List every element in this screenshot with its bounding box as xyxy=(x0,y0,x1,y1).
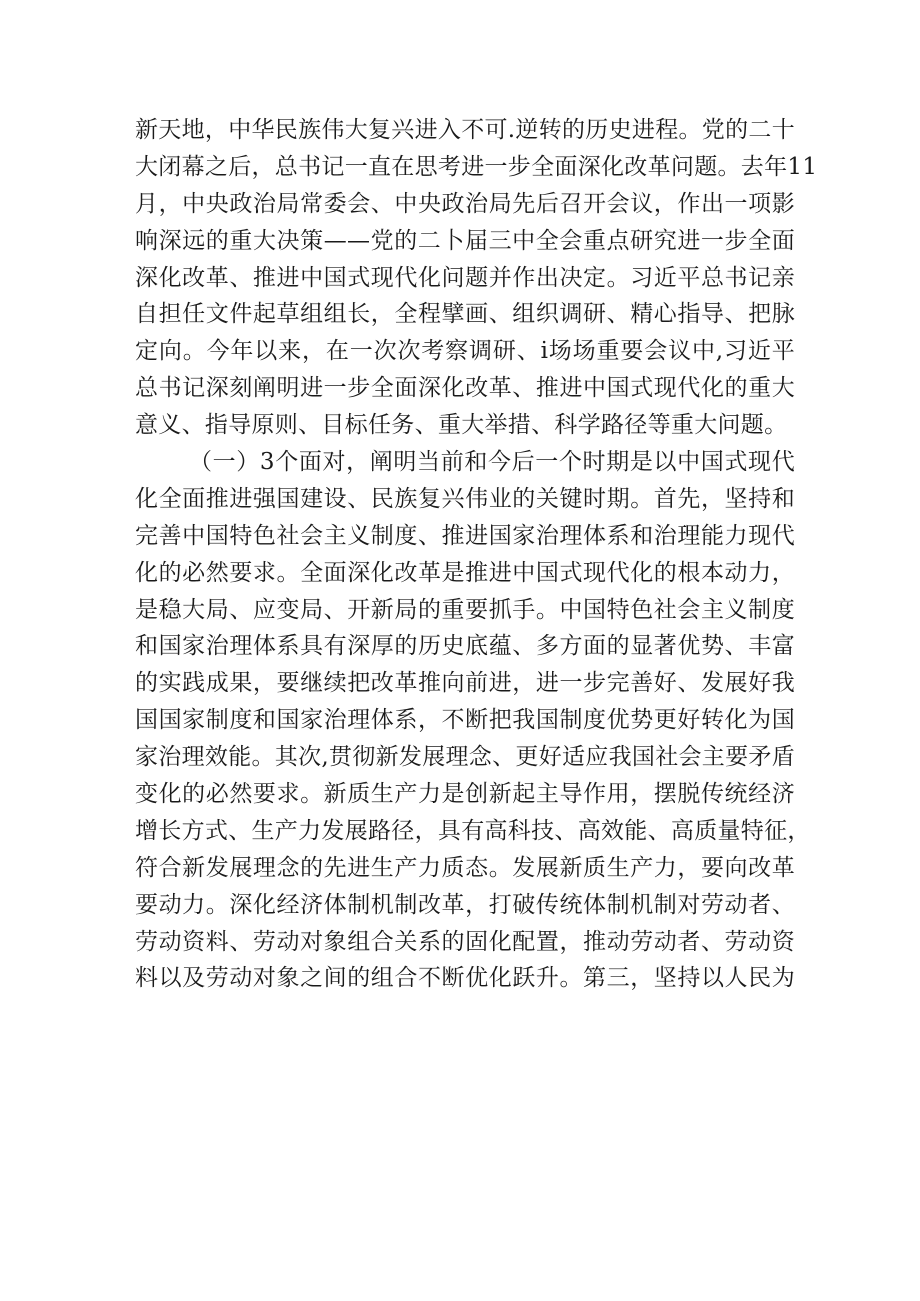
text-line-4: 响深远的重大决策——党的二卜届三中全会重点研究进一步全面 xyxy=(135,227,795,254)
text-line-6: 自担任文件起草组组长，全程擘画、组织调研、精心指导、把脉 xyxy=(135,301,795,328)
text-line-22: 要动力。深化经济体制机制改革，打破传统体制机制对劳动者、 xyxy=(135,891,795,918)
text-line-3: 月，中央政治局常委会、中央政治局先后召开会议，作出一项影 xyxy=(135,190,795,217)
text-line-12: 完善中国特色社会主义制度、推进国家治理体系和治理能力现代 xyxy=(135,522,795,549)
text-line-7: 定向。今年以来，在一次次考察调研、i场场重要会议中,习近平 xyxy=(135,338,795,365)
text-line-8: 总书记深刻阐明进一步全面深化改革、推进中国式现代化的重大 xyxy=(135,375,795,402)
text-line-20: 增长方式、生产力发展路径，具有高科技、高效能、高质量特征， xyxy=(135,817,811,844)
text-line-2: 大闭幕之后，总书记一直在思考进一步全面深化改革问题。去年11 xyxy=(135,153,818,180)
text-line-11: 化全面推进强国建设、民族复兴伟业的关键时期。首先，坚持和 xyxy=(135,485,795,512)
body-text xyxy=(135,112,818,997)
text-line-14: 是稳大局、应变局、开新局的重要抓手。中国特色社会主义制度 xyxy=(135,596,795,623)
text-line-16: 的实践成果，要继续把改革推向前进，进一步完善好、发展好我 xyxy=(135,670,795,697)
text-line-5: 深化改革、推进中国式现代化问题并作出决定。习近平总书记亲 xyxy=(135,264,795,291)
text-line-9: 意义、指导原则、目标任务、重大举措、科学路径等重大问题。 xyxy=(135,412,788,439)
text-line-21: 符合新发展理念的先进生产力质态。发展新质生产力，要向改革 xyxy=(135,854,795,881)
text-line-19: 变化的必然要求。新质生产力是创新起主导作用，摆脱传统经济 xyxy=(135,781,795,808)
section-heading-line: （一）3个面对，阐明当前和今后一个时期是以中国式现代 xyxy=(189,449,795,476)
text-line-15: 和国家治理体系具有深厚的历史底蕴、多方面的显著优势、丰富 xyxy=(135,633,795,660)
text-line-23: 劳动资料、劳动对象组合关系的固化配置，推动劳动者、劳动资 xyxy=(135,928,795,955)
text-line-24: 料以及劳动对象之间的组合不断优化跃升。第三，坚持以人民为 xyxy=(135,965,795,992)
text-line-13: 化的必然要求。全面深化改革是推进中国式现代化的根本动力， xyxy=(135,559,795,586)
text-line-1: 新天地，中华民族伟大复兴进入不可.逆转的历史进程。党的二十 xyxy=(135,117,796,143)
text-line-17: 国国家制度和国家治理体系，不断把我国制度优势更好转化为国 xyxy=(135,707,795,734)
text-line-18: 家治理效能。其次,贯彻新发展理念、更好适应我国社会主要矛盾 xyxy=(135,744,796,771)
